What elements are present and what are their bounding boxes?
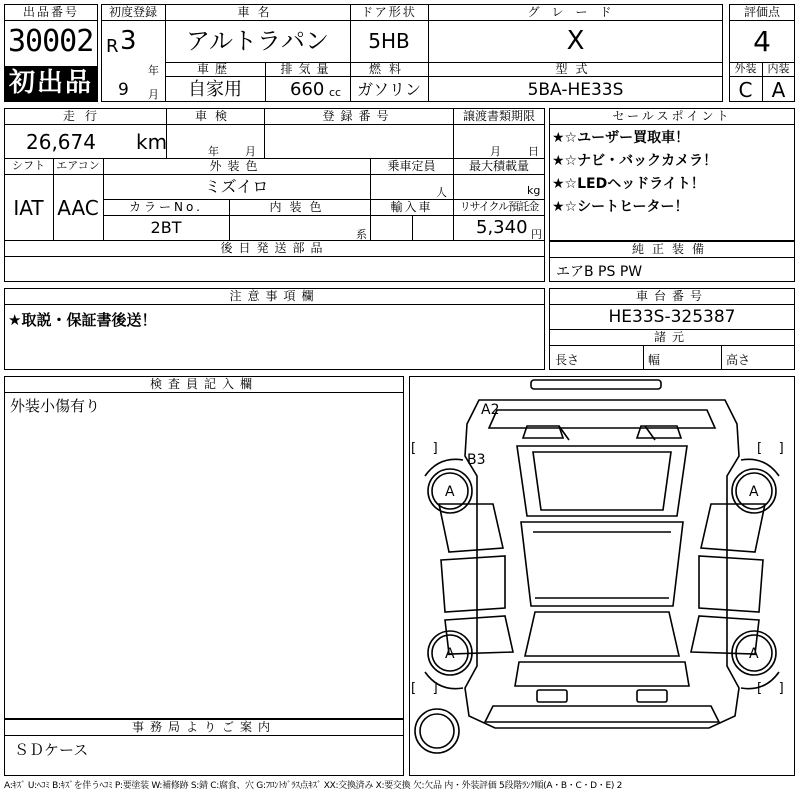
damage-legend: A:ｷｽﾞ U:ﾍｺﾐ B:ｷｽﾞを伴うﾍｺﾐ P:要塗装 W:補修跡 S:錆 C:腐食、穴 G:ﾌﾛﾝﾄｶﾞﾗｽ点ｷｽﾞ XX:交換済み X:要交換 欠:欠品 内・外装評価 5段階ﾗﾝｸ順(A・B・C・D・E) 2 xyxy=(4,781,623,791)
chassis-label: 車台番号 xyxy=(635,289,708,303)
grade: X xyxy=(566,26,585,56)
transfer-deadline-label: 譲渡書類期限 xyxy=(462,109,535,123)
tire-grade-rear-left: A xyxy=(445,646,455,662)
tire-grade-front-left: A xyxy=(445,484,455,500)
recycle-unit: 円 xyxy=(531,228,542,241)
grade-label: グレード xyxy=(527,5,624,19)
sales-points-list xyxy=(552,127,717,219)
tire-grade-front-right: A xyxy=(749,484,759,500)
notes-value: ★取説・保証書後送！ xyxy=(8,311,157,329)
mileage-unit: km xyxy=(136,130,168,154)
lot-number-label: 出品番号 xyxy=(22,5,79,19)
month-unit: 月 xyxy=(148,88,159,101)
year-unit: 年 xyxy=(148,64,159,77)
office-label: 事務局よりご案内 xyxy=(131,720,276,734)
max-load-unit: kg xyxy=(527,184,541,197)
dimensions-label: 諸元 xyxy=(653,330,690,344)
equipment-label: 純正装備 xyxy=(631,242,712,256)
inspection-label: 車検 xyxy=(194,109,235,123)
door-label: ドア形状 xyxy=(361,5,417,19)
bracket-front-right: [ ] xyxy=(757,441,784,456)
shift-label: シフト xyxy=(12,159,45,172)
recycle-fee: 5,340 xyxy=(476,217,528,238)
ac-label: エアコン xyxy=(56,159,100,172)
door-type: 5HB xyxy=(368,29,410,53)
mileage-label: 走行 xyxy=(62,109,107,123)
lot-number: 30002 xyxy=(8,24,94,59)
displacement-label: 排気量 xyxy=(280,62,335,76)
tire-grade-rear-right: A xyxy=(749,646,759,662)
shift: IAT xyxy=(13,196,44,220)
bracket-front-left: [ ] xyxy=(411,441,438,456)
width-label: 幅 xyxy=(648,353,661,367)
interior-color-unit: 系 xyxy=(356,228,367,241)
transfer-day-unit: 日 xyxy=(528,145,539,158)
fuel-label: 燃料 xyxy=(368,62,409,76)
history-label: 車歴 xyxy=(196,62,233,76)
model-label: 型式 xyxy=(555,62,596,76)
sales-point-item: ★☆ナビ・バックカメラ！ xyxy=(552,153,718,169)
bracket-rear-left: [ ] xyxy=(411,681,438,696)
later-parts-label: 後日発送部品 xyxy=(220,241,329,255)
exterior-label: 外装 xyxy=(734,62,757,75)
length-label: 長さ xyxy=(555,353,580,367)
inspection-year-unit: 年 xyxy=(208,145,219,158)
model: 5BA-HE33S xyxy=(527,80,624,100)
interior-grade: A xyxy=(771,78,786,102)
score-label: 評価点 xyxy=(743,5,780,19)
capacity-label: 乗車定員 xyxy=(387,159,436,173)
history: 自家用 xyxy=(188,79,242,100)
damage-mark-b3: B3 xyxy=(467,452,486,468)
exterior-color: ミズイロ xyxy=(204,177,269,196)
first-reg-month: 9 xyxy=(118,80,129,100)
displacement: 660 xyxy=(290,79,325,100)
registration-label: 登録番号 xyxy=(322,109,395,123)
first-reg-label: 初度登録 xyxy=(108,5,157,19)
bracket-rear-right: [ ] xyxy=(757,681,784,696)
inspector-label: 検査員記入欄 xyxy=(149,377,258,391)
notes-label: 注意事項欄 xyxy=(229,289,320,303)
era: R xyxy=(106,36,119,57)
sales-point-item: ★☆シートヒーター！ xyxy=(552,199,689,215)
car-damage-diagram xyxy=(409,376,795,776)
car-name-label: 車名 xyxy=(237,5,278,19)
car-name: アルトラパン xyxy=(185,27,330,55)
first-listing-badge: 初出品 xyxy=(5,66,97,101)
mileage: 26,674 xyxy=(26,130,96,154)
import-label: 輸入車 xyxy=(390,200,433,214)
capacity-unit: 人 xyxy=(436,186,447,199)
damage-mark-a2: A2 xyxy=(481,402,500,418)
recycle-label: リサイクル預託金 xyxy=(459,200,539,213)
equipment-value: エアB PS PW xyxy=(556,264,643,280)
interior-color-label: 内装色 xyxy=(269,200,330,214)
transfer-month-unit: 月 xyxy=(490,145,501,158)
chassis-number: HE33S-325387 xyxy=(608,307,736,327)
sales-point-item: ★☆LEDヘッドライト！ xyxy=(552,176,705,192)
sales-points-label: セールスポイント xyxy=(612,109,732,123)
height-label: 高さ xyxy=(726,353,751,367)
inspector-comment: 外装小傷有り xyxy=(10,397,101,415)
sales-point-item: ★☆ユーザー買取車！ xyxy=(552,130,690,146)
first-reg-year: 3 xyxy=(120,26,137,56)
ac: AAC xyxy=(57,196,99,220)
office-message: ＳＤケース xyxy=(14,741,89,759)
displacement-unit: cc xyxy=(329,86,342,99)
exterior-grade: C xyxy=(738,78,753,102)
color-no-label: カラーNo. xyxy=(129,200,203,214)
inspection-month-unit: 月 xyxy=(245,145,256,158)
max-load-label: 最大積載量 xyxy=(468,159,529,173)
interior-label: 内装 xyxy=(767,62,790,75)
exterior-color-label: 外装色 xyxy=(209,159,264,173)
color-no: 2BT xyxy=(150,218,182,237)
inspector-box xyxy=(4,376,404,719)
score: 4 xyxy=(753,25,771,58)
fuel: ガソリン xyxy=(356,80,421,99)
